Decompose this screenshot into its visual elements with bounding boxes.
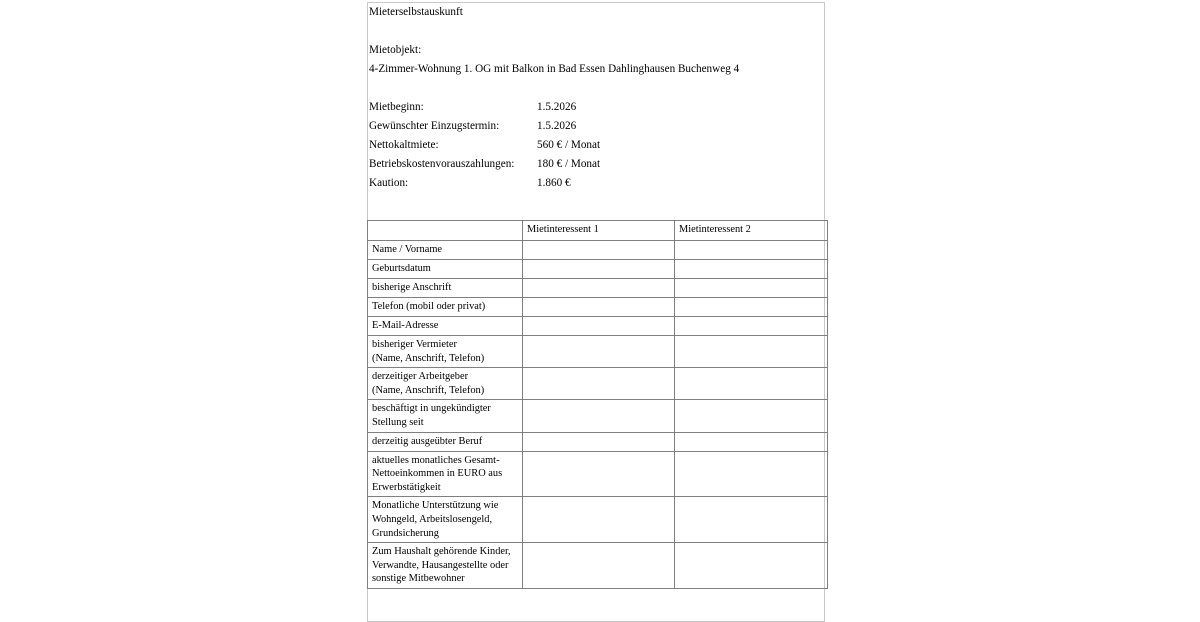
row-label: bisherige Anschrift <box>368 279 523 298</box>
detail-value: 1.5.2026 <box>537 101 577 113</box>
row-label: Monatliche Unterstützung wie Wohngeld, Arbeitslosengeld, Grundsicherung <box>368 497 523 543</box>
row-field-interessent-2[interactable] <box>675 241 828 260</box>
table-row <box>368 543 828 589</box>
row-label: Telefon (mobil oder privat) <box>368 298 523 317</box>
table-row <box>368 368 828 400</box>
row-field-interessent-2[interactable] <box>675 451 828 497</box>
table-header-row <box>368 221 828 241</box>
detail-row-nettokaltmiete <box>369 136 825 155</box>
table-row <box>368 400 828 432</box>
row-field-interessent-1[interactable] <box>523 298 675 317</box>
table-row <box>368 279 828 298</box>
detail-label: Gewünschter Einzugstermin: <box>369 120 500 132</box>
table-header-interessent-2: Mietinteressent 2 <box>675 221 828 241</box>
row-field-interessent-1[interactable] <box>523 543 675 589</box>
row-label: E-Mail-Adresse <box>368 317 523 336</box>
row-field-interessent-1[interactable] <box>523 317 675 336</box>
detail-row-kaution <box>369 174 825 193</box>
row-field-interessent-2[interactable] <box>675 336 828 368</box>
row-label: derzeitig ausgeübter Beruf <box>368 432 523 451</box>
document-text-block <box>369 3 825 193</box>
detail-label: Kaution: <box>369 177 409 189</box>
row-field-interessent-1[interactable] <box>523 336 675 368</box>
row-field-interessent-1[interactable] <box>523 451 675 497</box>
table-row <box>368 260 828 279</box>
spacer <box>369 79 825 98</box>
row-label: Geburtsdatum <box>368 260 523 279</box>
applicant-form-table <box>367 220 828 589</box>
row-field-interessent-1[interactable] <box>523 400 675 432</box>
table-row <box>368 497 828 543</box>
row-label: Name / Vorname <box>368 241 523 260</box>
row-field-interessent-2[interactable] <box>675 368 828 400</box>
row-label: aktuelles monatliches Gesamt- Nettoeinkommen in EURO aus Erwerbstätigkeit <box>368 451 523 497</box>
detail-value: 180 € / Monat <box>537 158 601 170</box>
row-field-interessent-1[interactable] <box>523 497 675 543</box>
row-field-interessent-2[interactable] <box>675 543 828 589</box>
row-field-interessent-1[interactable] <box>523 279 675 298</box>
document-title: Mieterselbstauskunft <box>369 6 463 18</box>
document-page <box>367 2 825 622</box>
row-field-interessent-1[interactable] <box>523 241 675 260</box>
row-field-interessent-2[interactable] <box>675 317 828 336</box>
detail-label: Nettokaltmiete: <box>369 139 439 151</box>
row-field-interessent-2[interactable] <box>675 497 828 543</box>
table-row <box>368 432 828 451</box>
table-row <box>368 451 828 497</box>
table-row <box>368 298 828 317</box>
row-field-interessent-2[interactable] <box>675 260 828 279</box>
row-label: Zum Haushalt gehörende Kinder, Verwandte, Hausangestellte oder sonstige Mitbewohner <box>368 543 523 589</box>
detail-row-betriebskosten <box>369 155 825 174</box>
row-label: beschäftigt in ungekündigter Stellung seit <box>368 400 523 432</box>
detail-label: Betriebskostenvorauszahlungen: <box>369 158 515 170</box>
detail-value: 1.5.2026 <box>537 120 577 132</box>
property-description: 4-Zimmer-Wohnung 1. OG mit Balkon in Bad Essen Dahlinghausen Buchenweg 4 <box>369 63 740 75</box>
table-header-interessent-1: Mietinteressent 1 <box>523 221 675 241</box>
row-field-interessent-2[interactable] <box>675 279 828 298</box>
table-header-blank <box>368 221 523 241</box>
table-row <box>368 241 828 260</box>
table-row <box>368 336 828 368</box>
spacer <box>369 22 825 41</box>
row-field-interessent-2[interactable] <box>675 298 828 317</box>
row-field-interessent-1[interactable] <box>523 432 675 451</box>
detail-row-einzugstermin <box>369 117 825 136</box>
property-heading: Mietobjekt: <box>369 44 422 56</box>
detail-label: Mietbeginn: <box>369 101 424 113</box>
row-field-interessent-1[interactable] <box>523 368 675 400</box>
row-label: derzeitiger Arbeitgeber (Name, Anschrift, Telefon) <box>368 368 523 400</box>
row-field-interessent-1[interactable] <box>523 260 675 279</box>
table-row <box>368 317 828 336</box>
detail-value: 560 € / Monat <box>537 139 601 151</box>
row-field-interessent-2[interactable] <box>675 432 828 451</box>
detail-row-mietbeginn <box>369 98 825 117</box>
row-label: bisheriger Vermieter (Name, Anschrift, Telefon) <box>368 336 523 368</box>
detail-value: 1.860 € <box>537 177 571 189</box>
row-field-interessent-2[interactable] <box>675 400 828 432</box>
